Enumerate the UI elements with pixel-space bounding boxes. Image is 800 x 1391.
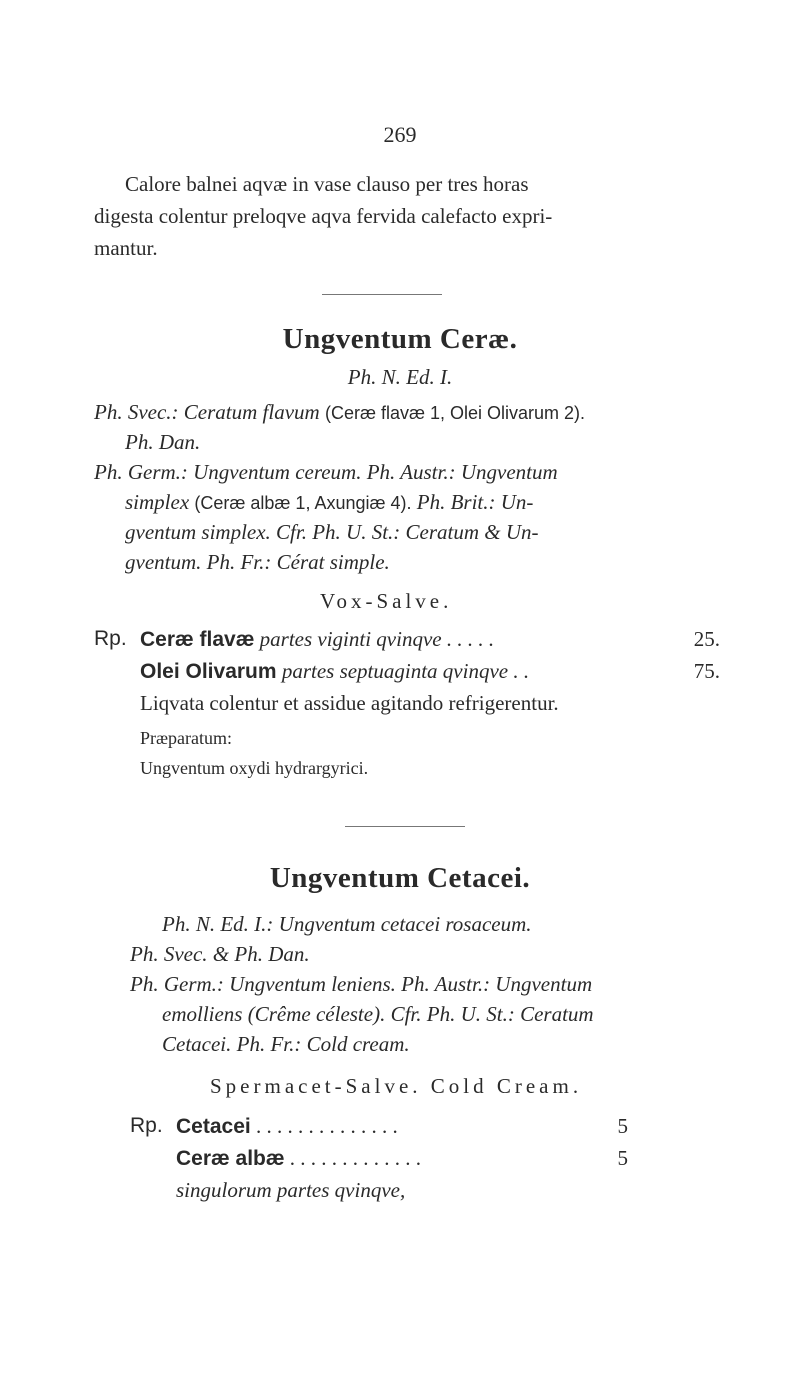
ingredient-name: Cetacei — [176, 1115, 251, 1138]
pharmacopoeia-ref: Ph. Brit.: Un- — [416, 490, 534, 514]
ingredient-quantity: 5 — [617, 1114, 628, 1138]
pharmacopoeia-line: Ph. N. Ed. I.: Ungventum cetacei rosaceum. — [162, 912, 532, 936]
ingredient-quantity: 25. — [693, 627, 720, 651]
pharmacopoeia-line: emolliens (Crême céleste). Cfr. Ph. U. St.: Ceratum — [162, 1002, 594, 1026]
pharmacopoeia-line: Ph. Germ.: Ungventum cereum. Ph. Austr.: Ungventum — [94, 460, 558, 484]
pharmacopoeia-line: Ph. Svec. & Ph. Dan. — [130, 942, 310, 966]
preparation-label: Præparatum: — [140, 728, 232, 748]
intro-line-2: digesta colentur preloqve aqva fervida calefacto expri- — [94, 204, 553, 228]
ingredient-quantity: 5 — [617, 1146, 628, 1170]
pharmacopoeia-line: Cetacei. Ph. Fr.: Cold cream. — [162, 1032, 410, 1056]
pharmacopoeia-line: gventum simplex. Cfr. Ph. U. St.: Ceratum & Un- — [125, 520, 539, 544]
page-number: 269 — [383, 122, 417, 147]
section-heading-ungventum-cerae: Ungventum Ceræ. — [282, 323, 518, 355]
pharmacopoeia-line: Ph. Germ.: Ungventum leniens. Ph. Austr.: Ungventum — [130, 972, 593, 996]
ingredient-row — [140, 657, 529, 686]
vernacular-name: Vox-Salve. — [320, 589, 453, 613]
ingredient-name: Olei Olivarum — [140, 660, 277, 683]
preparation-value: Ungventum oxydi hydrargyrici. — [140, 758, 369, 778]
pharmacopoeia-line — [94, 398, 585, 427]
recipe-label: Rp. — [130, 1114, 163, 1137]
section-subheading: Ph. N. Ed. I. — [347, 365, 453, 389]
pharmacopoeia-ref: Ph. Svec.: Ceratum flavum — [94, 400, 320, 424]
ingredient-quantity: 75. — [693, 659, 720, 683]
pharmacopoeia-line: Ph. Dan. — [125, 430, 201, 454]
pharmacopoeia-line: gventum. Ph. Fr.: Cérat simple. — [125, 550, 390, 574]
section-divider — [322, 294, 442, 295]
preparation-instruction: Liqvata colentur et assidue agitando refrigerentur. — [140, 691, 559, 715]
section-heading-ungventum-cetacei: Ungventum Cetacei. — [269, 862, 531, 894]
ingredient-row — [176, 1144, 421, 1173]
ingredient-amount: partes viginti qvinqve . . . . . — [259, 627, 495, 651]
closing-line: singulorum partes qvinqve, — [176, 1178, 406, 1202]
section-divider — [345, 826, 465, 827]
leader-dots: . . . . . . . . . . . . . . — [255, 1114, 398, 1138]
ingredient-name: Ceræ flavæ — [140, 628, 255, 651]
pharmacopoeia-line — [125, 488, 533, 517]
leader-dots: . . . . . . . . . . . . . — [289, 1146, 422, 1170]
composition-note: (Ceræ albæ 1, Axungiæ 4). — [194, 493, 412, 513]
intro-line-1: Calore balnei aqvæ in vase clauso per tres horas — [125, 172, 529, 196]
recipe-label: Rp. — [94, 627, 127, 650]
ingredient-amount: partes septuaginta qvinqve . . — [281, 659, 530, 683]
vernacular-name: Spermacet-Salve. Cold Cream. — [210, 1074, 583, 1098]
ingredient-row — [176, 1112, 398, 1141]
pharmacopoeia-ref: simplex — [125, 490, 190, 514]
composition-note: (Ceræ flavæ 1, Olei Olivarum 2). — [324, 403, 586, 423]
ingredient-name: Ceræ albæ — [176, 1147, 285, 1170]
ingredient-row — [140, 625, 494, 654]
intro-line-3: mantur. — [94, 236, 158, 260]
